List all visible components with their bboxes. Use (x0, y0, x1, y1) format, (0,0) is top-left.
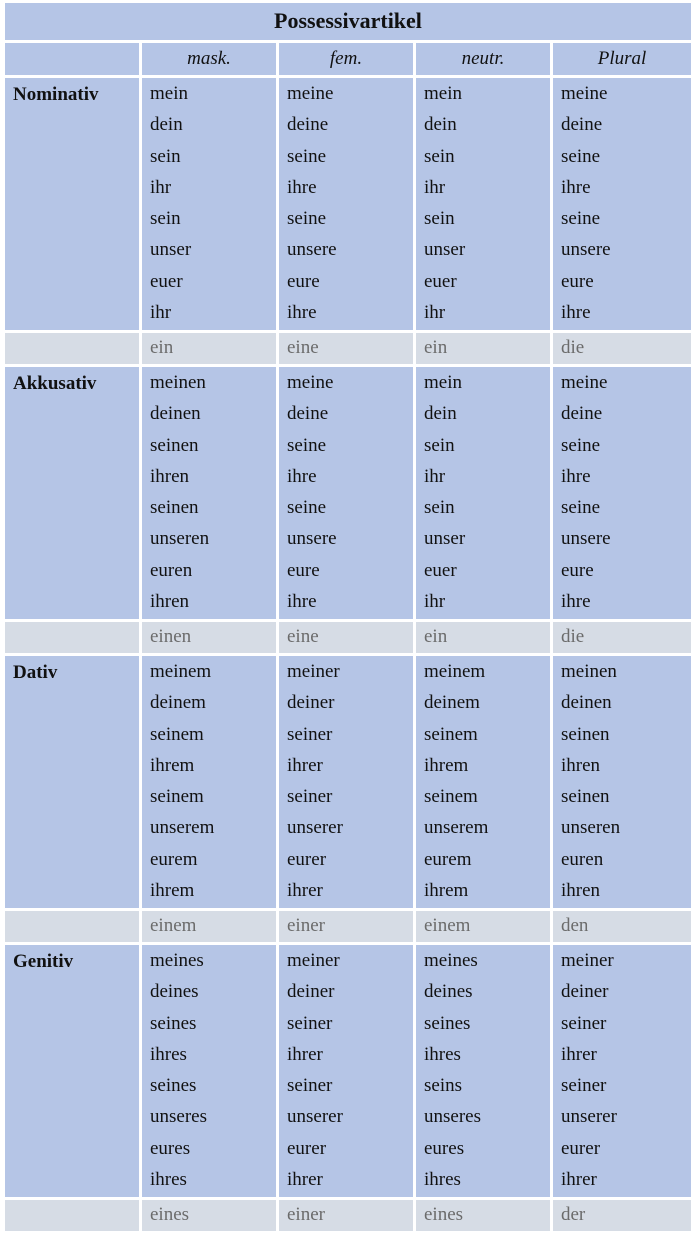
form-word: deinem (150, 692, 206, 714)
form-word: ihre (287, 302, 317, 324)
form-word: ihre (287, 465, 317, 487)
form-word: deiner (287, 981, 335, 1003)
case-label: Dativ (13, 662, 58, 683)
form-word: eure (287, 270, 320, 292)
form-word: seinen (150, 497, 199, 519)
form-word: ihre (561, 465, 591, 487)
form-word: dein (150, 114, 183, 136)
forms-cell-neutr (416, 367, 553, 622)
form-word: unsere (561, 239, 611, 261)
forms-cell-fem (279, 656, 416, 911)
form-word: deines (150, 981, 199, 1003)
form-word: euren (150, 559, 193, 581)
form-word: sein (424, 497, 455, 519)
form-word: seinem (424, 723, 478, 745)
form-word: ihre (287, 591, 317, 613)
form-word: meine (561, 83, 608, 104)
form-word: ihre (287, 176, 317, 198)
form-word: seines (150, 1012, 197, 1034)
form-word: deine (287, 114, 329, 136)
form-word: eure (287, 559, 320, 581)
column-header-mask: mask. (142, 43, 279, 78)
article-cell-fem: eine (279, 622, 416, 656)
form-word: deine (287, 403, 329, 425)
form-word: seines (424, 1012, 471, 1034)
form-word: ihrem (150, 880, 195, 902)
form-word: eurer (287, 1137, 327, 1159)
form-word: seins (424, 1075, 462, 1097)
form-word: ihr (424, 591, 446, 613)
article-cell-neutr: ein (416, 622, 553, 656)
article-cell-mask: einem (142, 911, 279, 945)
form-word: ihres (424, 1169, 461, 1191)
article-cell-plural: die (553, 622, 691, 656)
possessive-article-table (5, 3, 691, 1234)
form-word: seine (561, 497, 601, 519)
form-word: seines (150, 1075, 197, 1097)
form-word: deinem (424, 692, 480, 714)
form-word: ihrer (561, 1169, 597, 1191)
form-word: dein (424, 403, 457, 425)
form-word: meine (561, 372, 608, 393)
forms-cell-mask (142, 945, 279, 1200)
form-word: ihrem (424, 754, 469, 776)
form-word: seiner (287, 1075, 333, 1097)
case-label-cell (5, 945, 142, 1200)
form-word: seine (287, 145, 327, 167)
form-word: unser (424, 528, 466, 550)
forms-cell-mask (142, 78, 279, 333)
form-word: meiner (287, 950, 340, 971)
column-header-neutr: neutr. (416, 43, 553, 78)
case-label: Nominativ (13, 84, 99, 105)
form-word: unserer (287, 1106, 343, 1128)
form-word: unseres (150, 1106, 207, 1128)
article-cell-plural: die (553, 333, 691, 367)
form-word: sein (150, 145, 181, 167)
form-word: seiner (287, 1012, 333, 1034)
form-word: seinen (561, 723, 610, 745)
form-word: ihrem (150, 754, 195, 776)
form-word: dein (424, 114, 457, 136)
form-word: ihr (424, 176, 446, 198)
article-cell-mask: einen (142, 622, 279, 656)
form-word: seine (287, 434, 327, 456)
form-word: eure (561, 559, 594, 581)
article-cell-fem: eine (279, 333, 416, 367)
form-word: seine (561, 208, 601, 230)
form-word: sein (424, 208, 455, 230)
case-label-cell (5, 656, 142, 911)
corner-cell (5, 43, 142, 78)
form-word: unserer (561, 1106, 617, 1128)
form-word: eurem (424, 848, 472, 870)
form-word: seiner (561, 1075, 607, 1097)
form-word: unser (424, 239, 466, 261)
form-word: meinem (150, 661, 212, 682)
form-word: meine (287, 372, 334, 393)
form-word: seiner (287, 786, 333, 808)
case-blocks (5, 78, 691, 1234)
form-word: seine (287, 497, 327, 519)
forms-cell-plural (553, 656, 691, 911)
form-word: ihrer (561, 1043, 597, 1065)
form-word: sein (424, 434, 455, 456)
case-label: Akkusativ (13, 373, 97, 394)
form-word: seine (287, 208, 327, 230)
form-word: seiner (561, 1012, 607, 1034)
form-word: meines (424, 950, 478, 971)
article-row-akkusativ (5, 622, 691, 656)
form-word: deinen (150, 403, 201, 425)
form-word: ihrer (287, 754, 323, 776)
article-row-nominativ (5, 333, 691, 367)
column-header-fem: fem. (279, 43, 416, 78)
form-word: meiner (561, 950, 614, 971)
form-word: ihres (150, 1169, 187, 1191)
forms-cell-fem (279, 367, 416, 622)
form-word: ihre (561, 176, 591, 198)
article-cell-mask: ein (142, 333, 279, 367)
form-word: ihrer (287, 1043, 323, 1065)
form-word: meiner (287, 661, 340, 682)
article-cell-neutr: einem (416, 911, 553, 945)
form-word: sein (424, 145, 455, 167)
forms-cell-neutr (416, 656, 553, 911)
article-row-label-cell (5, 622, 142, 656)
form-word: seinem (150, 786, 204, 808)
form-word: euer (150, 270, 183, 292)
forms-cell-fem (279, 945, 416, 1200)
form-word: unsere (287, 239, 337, 261)
form-word: deiner (287, 692, 335, 714)
form-word: eurem (150, 848, 198, 870)
form-word: unserer (287, 817, 343, 839)
form-word: deine (561, 114, 603, 136)
form-word: ihres (150, 1043, 187, 1065)
case-block-dativ (5, 656, 691, 911)
form-word: meines (150, 950, 204, 971)
column-header-row (5, 43, 691, 78)
form-word: eures (424, 1137, 465, 1159)
forms-cell-neutr (416, 78, 553, 333)
form-word: meine (287, 83, 334, 104)
case-block-akkusativ (5, 367, 691, 622)
form-word: unserem (424, 817, 489, 839)
form-word: ihr (150, 176, 172, 198)
case-block-genitiv (5, 945, 691, 1200)
form-word: unseres (424, 1106, 481, 1128)
article-row-genitiv (5, 1200, 691, 1234)
column-header-plural: Plural (553, 43, 691, 78)
form-word: ihr (424, 302, 446, 324)
form-word: ihren (561, 880, 601, 902)
form-word: euer (424, 559, 457, 581)
form-word: deine (561, 403, 603, 425)
article-cell-plural: der (553, 1200, 691, 1234)
forms-cell-plural (553, 945, 691, 1200)
article-cell-fem: einer (279, 911, 416, 945)
case-label: Genitiv (13, 951, 74, 972)
form-word: ihres (424, 1043, 461, 1065)
form-word: ihrer (287, 880, 323, 902)
form-word: unseren (150, 528, 210, 550)
form-word: unsere (561, 528, 611, 550)
article-cell-mask: eines (142, 1200, 279, 1234)
form-word: seinem (150, 723, 204, 745)
form-word: meinem (424, 661, 486, 682)
forms-cell-neutr (416, 945, 553, 1200)
case-block-nominativ (5, 78, 691, 333)
form-word: eurer (561, 1137, 601, 1159)
article-cell-neutr: eines (416, 1200, 553, 1234)
article-cell-fem: einer (279, 1200, 416, 1234)
form-word: seinem (424, 786, 478, 808)
form-word: ihrem (424, 880, 469, 902)
form-word: seiner (287, 723, 333, 745)
form-word: ihren (561, 754, 601, 776)
form-word: eures (150, 1137, 191, 1159)
form-word: ihren (150, 465, 190, 487)
form-word: unsere (287, 528, 337, 550)
form-word: eurer (287, 848, 327, 870)
form-word: seine (561, 145, 601, 167)
table-title: Possessivartikel (5, 3, 691, 43)
forms-cell-mask (142, 656, 279, 911)
form-word: meinen (561, 661, 617, 682)
form-word: deines (424, 981, 473, 1003)
form-word: ihre (561, 302, 591, 324)
forms-cell-plural (553, 78, 691, 333)
article-cell-plural: den (553, 911, 691, 945)
article-row-dativ (5, 911, 691, 945)
article-row-label-cell (5, 1200, 142, 1234)
form-word: unser (150, 239, 192, 261)
forms-cell-mask (142, 367, 279, 622)
form-word: ihr (150, 302, 172, 324)
form-word: sein (150, 208, 181, 230)
form-word: seine (561, 434, 601, 456)
form-word: seinen (561, 786, 610, 808)
form-word: seinen (150, 434, 199, 456)
form-word: mein (424, 372, 462, 393)
form-word: ihre (561, 591, 591, 613)
form-word: unserem (150, 817, 215, 839)
form-word: mein (424, 83, 462, 104)
form-word: deiner (561, 981, 609, 1003)
form-word: ihr (424, 465, 446, 487)
form-word: ihren (150, 591, 190, 613)
form-word: mein (150, 83, 188, 104)
forms-cell-plural (553, 367, 691, 622)
article-row-label-cell (5, 333, 142, 367)
form-word: meinen (150, 372, 206, 393)
form-word: eure (561, 270, 594, 292)
form-word: euer (424, 270, 457, 292)
case-label-cell (5, 367, 142, 622)
form-word: deinen (561, 692, 612, 714)
forms-cell-fem (279, 78, 416, 333)
form-word: unseren (561, 817, 621, 839)
article-cell-neutr: ein (416, 333, 553, 367)
case-label-cell (5, 78, 142, 333)
form-word: euren (561, 848, 604, 870)
article-row-label-cell (5, 911, 142, 945)
form-word: ihrer (287, 1169, 323, 1191)
